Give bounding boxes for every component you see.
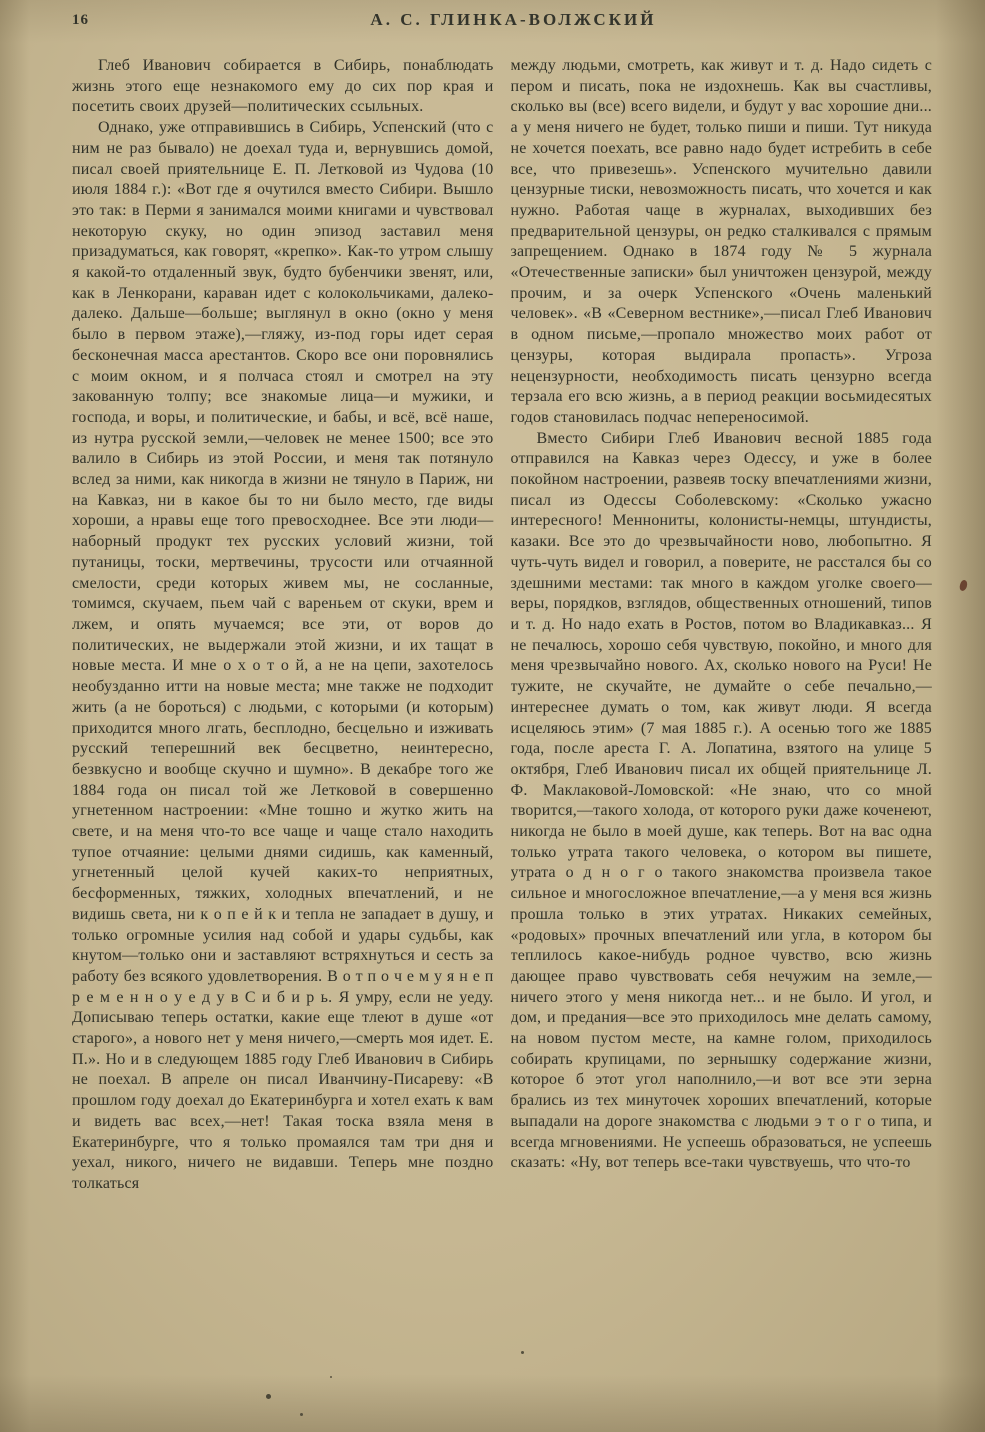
page-number: 16 [72, 12, 89, 28]
paragraph: Однако, уже отправившись в Сибирь, Успенский (что с ним не раз бывало) не доехал туда и, вернувшись домой, писал своей приятельнице Е. П. Летковой из Чудова (10 июля 1884 г.): «Вот где я очутился вместо Сибири. Вышло это так: в Перми я занимался моими книгами и чувствовал некоторую скуку, но один эпизод заставил меня призадуматься, как говорят, «крепко». Как-то утром слышу я какой-то отдаленный звук, будто бубенчики звенят, или, как в Ленкорани, караван идет с колокольчиками, далеко-далеко. Дальше—больше; выглянул в окно (окно у меня было в первом этаже),—гляжу, из-под горы идет серая бесконечная масса арестантов. Скоро все они поровнялись с моим окном, и я полчаса стоял и смотрел на эту закованную толпу; все знакомые лица—и мужики, и господа, и воры, и политические, и бабы, и всё, всё наше, из нутра русской земли,—человек не менее 1500; все это валило в Сибирь из этой России, и меня так потянуло вслед за ними, как никогда в жизни не тянуло в Париж, ни на Кавказ, ни в какое бы то ни было место, где виды хороши, а нравы еще того превосходнее. Все эти люди—наборный продукт тех русских условий жизни, той путаницы, тоски, мертвечины, трусости или отчаянной смелости, среди которых живем мы, не сосланные, томимся, скучаем, пьем чай с вареньем от скуки, врем и лжем, и опять мучаемся; все эти, от воров до политических, не выдержали этой жизни, и их тащат в новые места. И мне о х о т о й, а не на цепи, захотелось необузданно итти на новые места; мне также не подходит жить (а не бороться) с людьми, с которыми (и которым) приходится много лгать, бесплодно, бесцельно и изживать русский теперешний век бесцветно, неинтересно, безвкусно и вообще скучно и шумно». В декабре того же 1884 года он писал той же Летковой в совершенно угнетенном настроении: «Мне тошно и жутко жить на свете, и на меня что-то все чаще и чаще стало находить тупое отчаяние: целыми днями сидишь, как каменный, угнетенный целой кучей каких-то неприятных, бесформенных, тяжких, холодных впечатлений, и не видишь света, ни к о п е й к и тепла не западает в душу, и только огромные усилия над собой и удары судьбы, как кнутом—только они и заставляют встряхнуться и сесть за работу без всякого удовлетворения. В о т п о ч е м у я н е п р е м е н н о у е д у в С и б и р ь. Я умру, если не уеду. Дописываю теперь остатки, какие еще тлеют в душе «от старого», а нового нет у меня ничего,—смерть моя идет. Е. П.». Но и в следующем 1885 году Глеб Иванович в Сибирь не поехал. В апреле он писал Иванчину-Писареву: «В прошлом году доехал до Екатеринбурга и хотел ехать к вам и видеть вас всех,—нет! Такая тоска взяла меня в Екатеринбурге, что я только промаялся там три дня и уехал, никого, ничего не видавши. Теперь мне поздно толкаться [72, 119, 494, 1192]
ink-speck [958, 579, 968, 592]
left-column [72, 56, 494, 1382]
text-columns [72, 56, 932, 1382]
ink-speck [266, 1394, 271, 1399]
page-header [72, 10, 932, 36]
right-column [511, 56, 933, 1382]
running-header: А. С. ГЛИНКА-ВОЛЖСКИЙ [370, 10, 657, 29]
paragraph: Глеб Иванович собирается в Сибирь, понаблюдать жизнь этого еще незнакомого ему до сих пор края и посетить своих друзей—политических ссыльных. [72, 57, 494, 116]
ink-speck [300, 1413, 303, 1416]
ink-speck [330, 1376, 332, 1378]
ink-speck [521, 1351, 524, 1354]
paragraph: Вместо Сибири Глеб Иванович весной 1885 года отправился на Кавказ через Одессу, и уже в более покойном настроении, развеяв тоску впечатлениями жизни, писал из Одессы Соболевскому: «Сколько ужасно интересного! Меннониты, колонисты-немцы, штундисты, казаки. Все это до чрезвычайности ново, любопытно. Я чуть-чуть видел и говорил, а поверите, не расстался бы со здешними местами: так много в каждом уголке своего—веры, порядков, взглядов, общественных отношений, типов и т. д. Но надо ехать в Ростов, потом во Владикавказ... Я не печалюсь, хорошо себя чувствую, покойно, и много для меня чрезвычайно нового. Ах, сколько нового на Руси! Не тужите, не скучайте, не думайте о себе печально,—интереснее думать о том, как живут люди. Я всегда исцеляюсь этим» (7 мая 1885 г.). А осенью того же 1885 года, после ареста Г. А. Лопатина, взятого на улице 5 октября, Глеб Иванович писал их общей приятельнице Л. Ф. Маклаковой-Ломовской: «Не знаю, что со мной творится,—такого холода, от которого руки даже коченеют, никогда не было в моей душе, как теперь. Вот на вас одна только утрата такого человека, о котором вы пишете, утрата о д н о г о такого знакомства произвела такое сильное и многосложное впечатление,—а у меня вся жизнь прошла только в этих утратах. Никаких семейных, «родовых» прочных впечатлений или угла, в котором бы теплилось какое-нибудь родное чувство, всю жизнь дающее право чувствовать себя нечужим на земле,—ничего этого у меня никогда нет... и не было. И угол, и дом, и предания—все это приходилось мне делать самому, на новом пустом месте, на камне голом, приходилось собирать крупицами, по зернышку содержание жизни, которое б этот угол наполнило,—и вот все эти зерна брались из тех минуточек хороших впечатлений, которые выпадали на дороге знакомства с людьми э т о г о типа, и всегда мгновениями. Не успеешь образоваться, не успеешь сказать: «Ну, вот теперь все-таки чувствуешь, что что-то [510, 429, 932, 1172]
paragraph-continuation: между людьми, смотреть, как живут и т. д. Надо сидеть с пером и писать, пока не издохнешь. Как вы счастливы, сколько вы (все) всего видели, и будут у вас хорошие дни... а у меня ничего не будет, только пиши и пиши. Тут никуда не хочется поехать, все равно надо будет истребить в себе все, что привезешь». Успенского мучительно давили цензурные тиски, невозможность писать, что хочется и как нужно. Работая чаще в журналах, выходивших без предварительной цензуры, он редко сталкивался с прямым запрещением. Однако в 1874 году № 5 журнала «Отечественные записки» был уничтожен цензурой, между прочим, и за очерк Успенского «Очень маленький человек». «В «Северном вестнике»,—писал Глеб Иванович в одном письме,—пропало множество моих работ от цензуры, которая выдирала пропасть». Угроза нецензурности, необходимость писать цензурно всегда терзала его всю жизнь, а в период реакции восьмидесятых годов становилась подчас непереносимой. [510, 57, 932, 426]
